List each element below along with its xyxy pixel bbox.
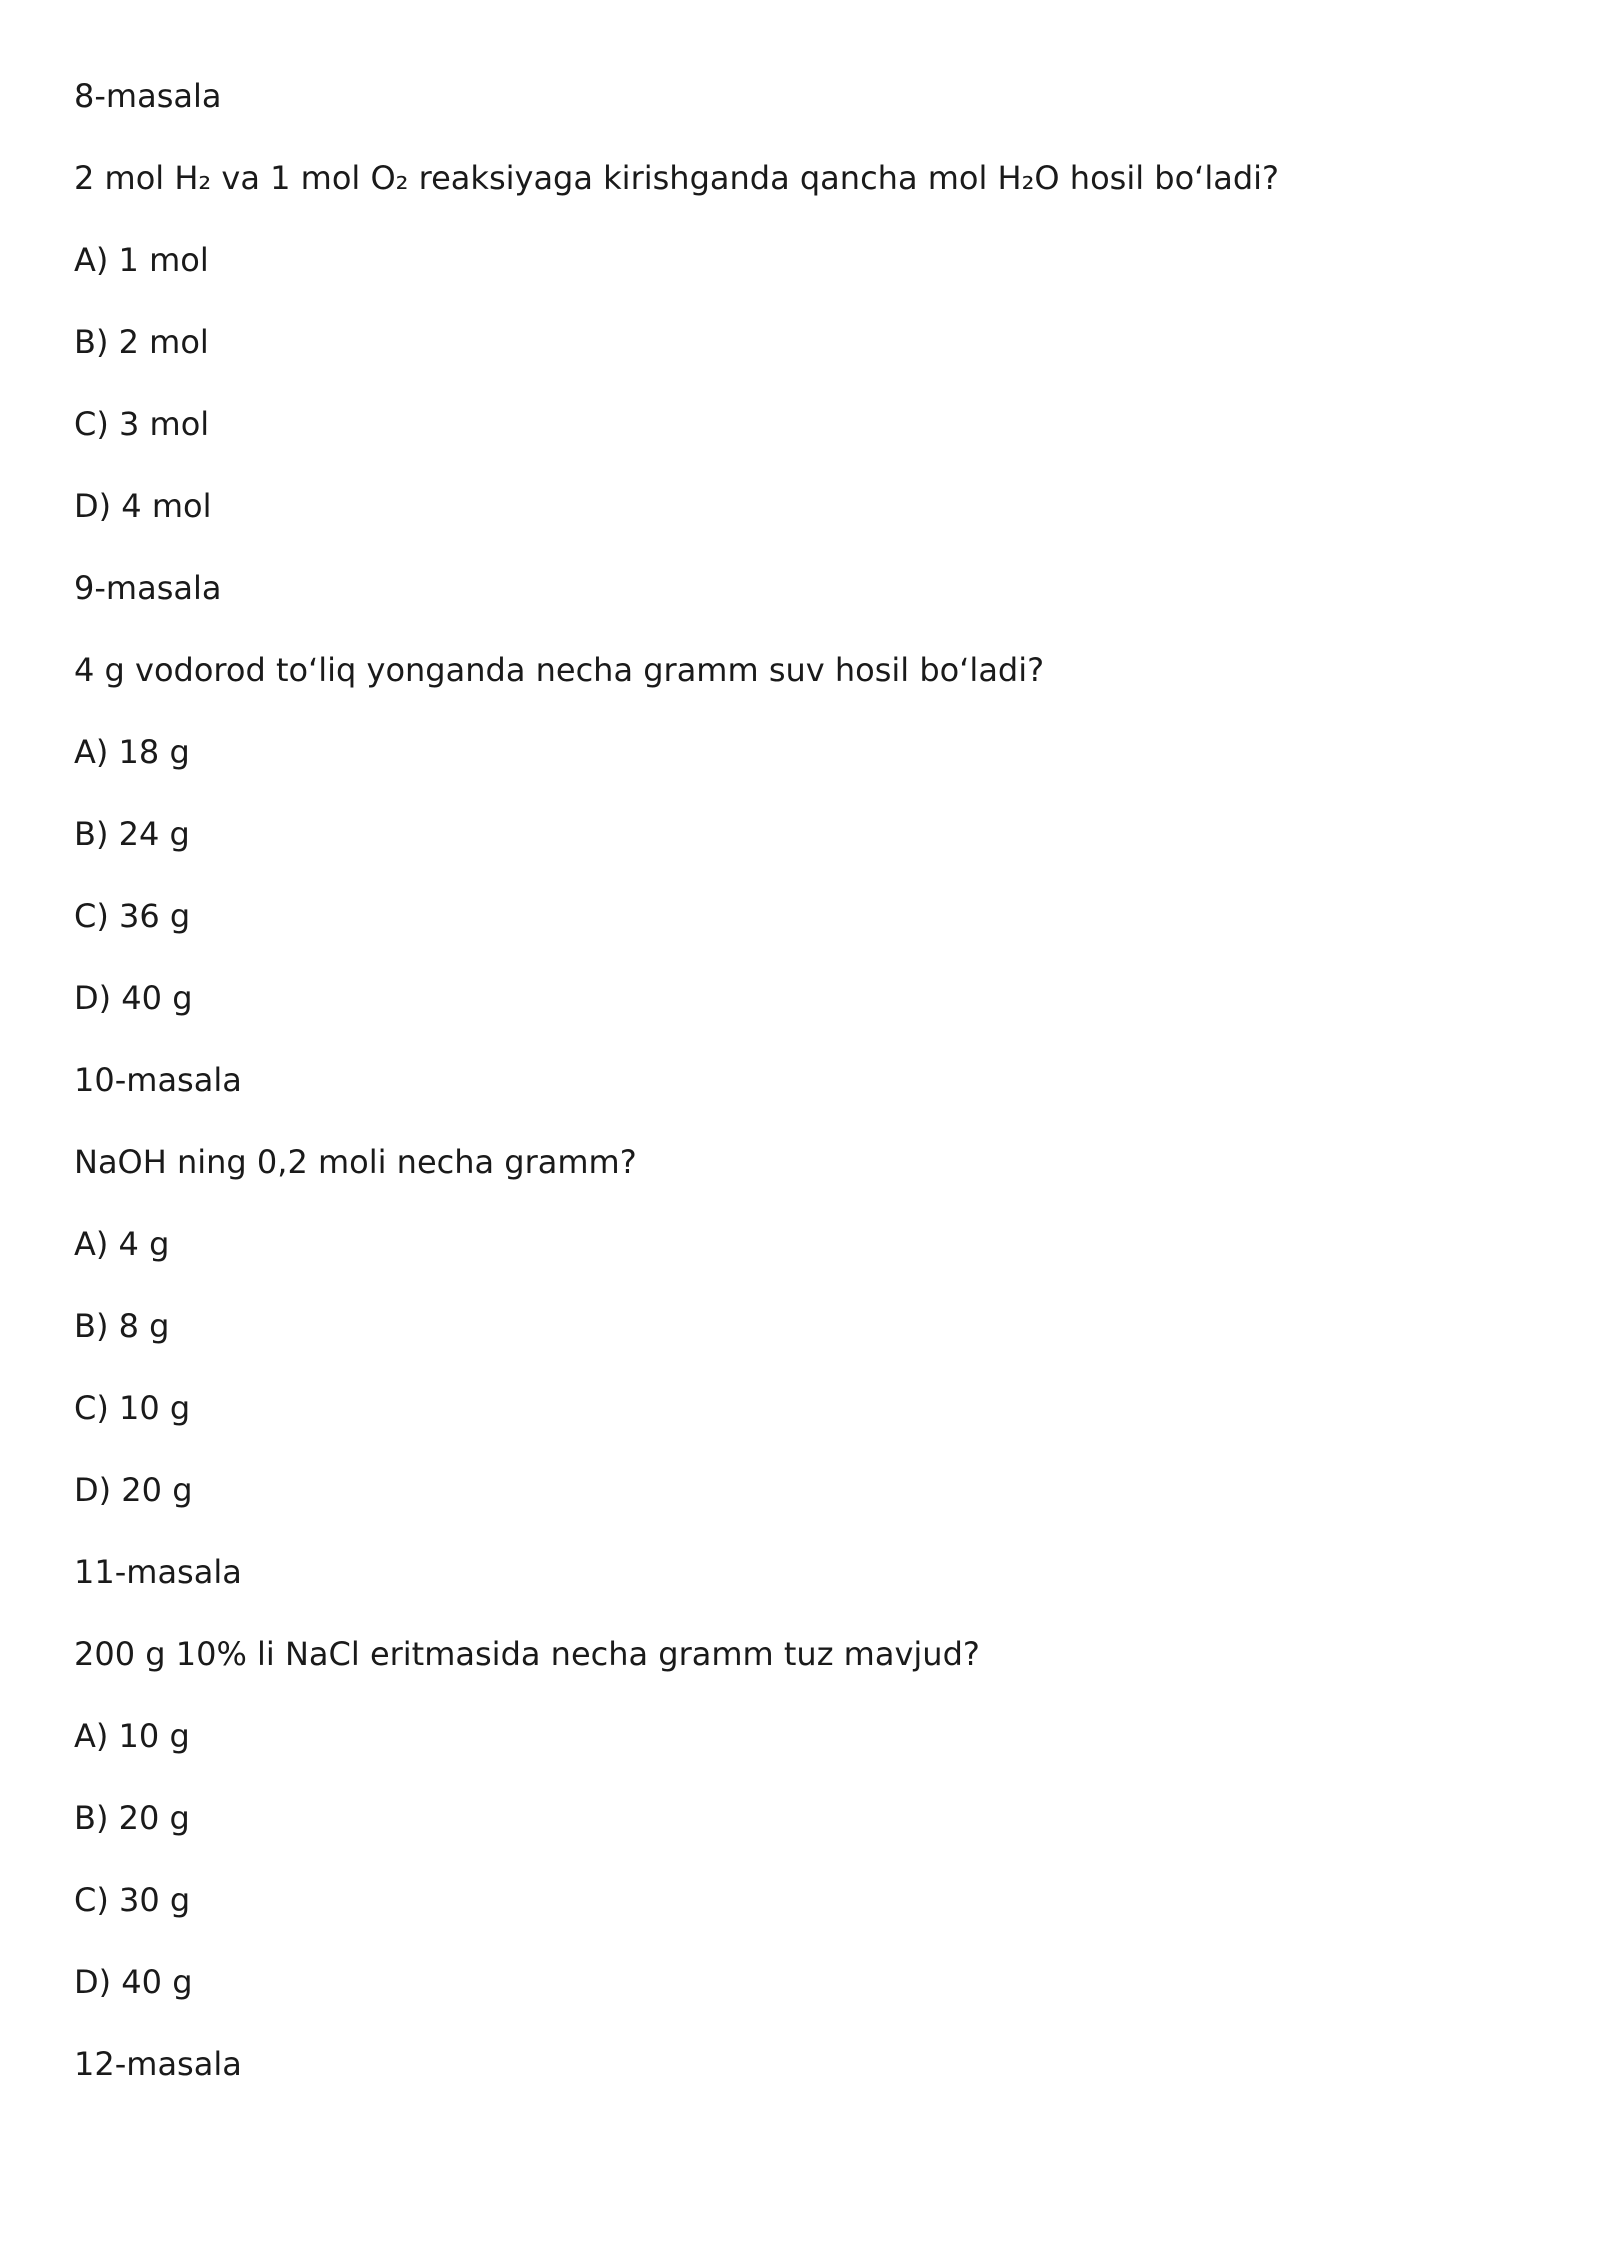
problem-11-option-b: B) 20 g — [74, 1799, 190, 1837]
problem-9-option-b: B) 24 g — [74, 815, 190, 853]
problem-8-option-a: A) 1 mol — [74, 241, 209, 279]
problem-10-heading: 10-masala — [74, 1061, 242, 1099]
problem-12-heading: 12-masala — [74, 2045, 242, 2083]
problem-8-option-b: B) 2 mol — [74, 323, 209, 361]
problem-9-question: 4 g vodorod to‘liq yonganda necha gramm suv hosil bo‘ladi? — [74, 651, 1045, 689]
problem-11-heading: 11-masala — [74, 1553, 242, 1591]
problem-10-option-b: B) 8 g — [74, 1307, 170, 1345]
problem-11-question: 200 g 10% li NaCl eritmasida necha gramm tuz mavjud? — [74, 1635, 980, 1673]
problem-11-option-c: C) 30 g — [74, 1881, 191, 1919]
problem-9-option-c: C) 36 g — [74, 897, 191, 935]
problem-10-option-a: A) 4 g — [74, 1225, 170, 1263]
problem-10-question: NaOH ning 0,2 moli necha gramm? — [74, 1143, 637, 1181]
problem-9-option-a: A) 18 g — [74, 733, 190, 771]
problem-9-heading: 9-masala — [74, 569, 222, 607]
problem-9-option-d: D) 40 g — [74, 979, 193, 1017]
problem-10-option-d: D) 20 g — [74, 1471, 193, 1509]
problem-8-option-d: D) 4 mol — [74, 487, 212, 525]
problem-8-heading: 8-masala — [74, 77, 222, 115]
problem-8-question: 2 mol H₂ va 1 mol O₂ reaksiyaga kirishganda qancha mol H₂O hosil bo‘ladi? — [74, 159, 1280, 197]
problem-11-option-d: D) 40 g — [74, 1963, 193, 2001]
problem-10-option-c: C) 10 g — [74, 1389, 191, 1427]
problem-11-option-a: A) 10 g — [74, 1717, 190, 1755]
problem-8-option-c: C) 3 mol — [74, 405, 210, 443]
